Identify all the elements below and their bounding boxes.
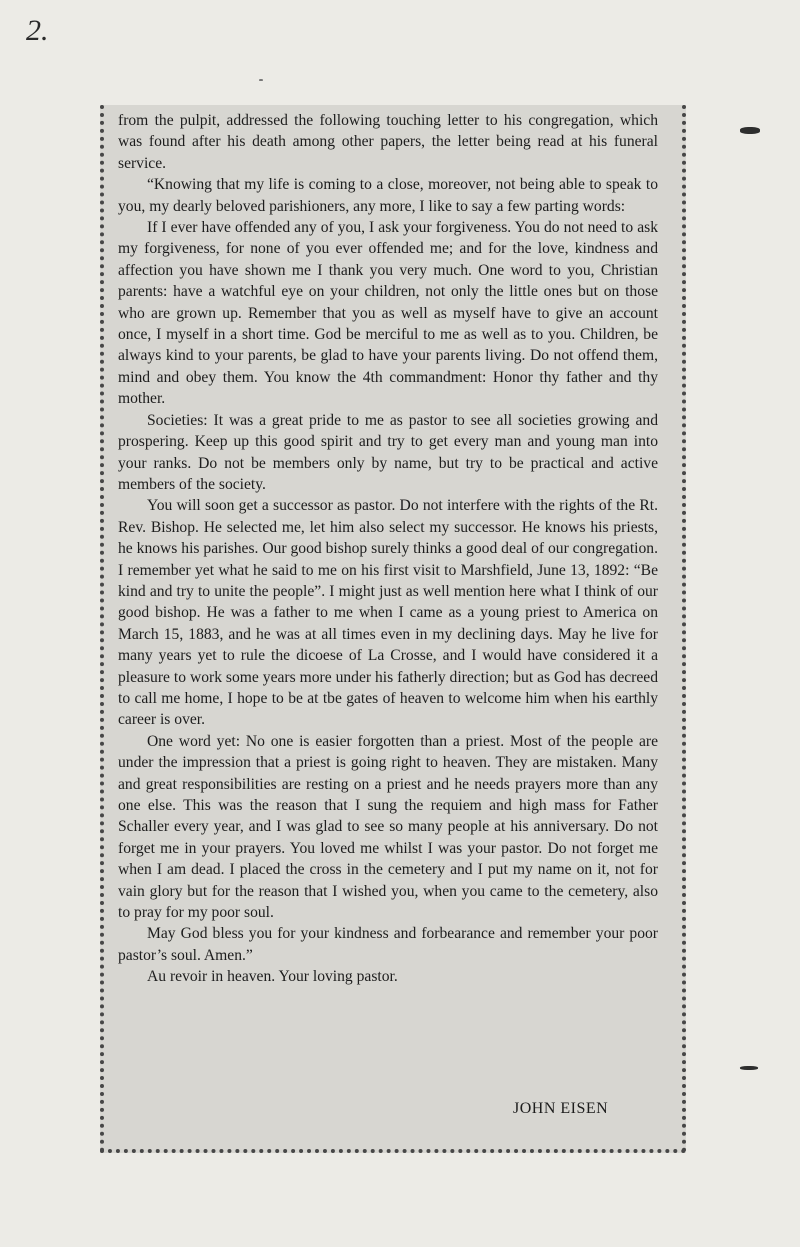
signature: JOHN EISEN [513,1100,609,1117]
letter-paragraph-closing: Au revoir in heaven. Your loving pastor. [147,968,398,986]
letter-paragraph-forgiveness: If I ever have offended any of you, I ask your forgiveness. You do not need to ask my forgiveness, for none of you ever offended me; and for the love, kindness and affection you have shown me I thank you very much. One word to you, Christian parents: have a watchful eye on your children, not only the little ones but on those who are grown up. Remember that you as well as myself have to give an account once, I myself in a short time. God be merciful to me as well as to you. Children, be always kind to your parents, be glad to have your parents living. Do not offend them, mind and obey them. You know the 4th commandment: Honor thy father and thy mother. [118,219,658,408]
letter-paragraph-intro: from the pulpit, addressed the following touching letter to his congregation, which was found after his death among other papers, the letter being read at his funeral service. [118,112,658,172]
letter-paragraph-opening: “Knowing that my life is coming to a close, moreover, not being able to speak to you, my dearly beloved parishioners, any more, I like to say a few parting words: [118,176,658,215]
page-number: 2. [26,14,49,47]
letter-paragraph-successor: You will soon get a successor as pastor. Do not interfere with the rights of the Rt. Rev. Bishop. He selected me, let him also select my successor. He knows his priests, he knows his parishes. Our good bishop surely thinks a good deal of our congregation. I remember yet what he said to me on his first visit to Marshfield, June 13, 1892: “Be kind and try to unite the people”. I might just as well mention here what I think of our good bishop. He was a father to me when I came as a young priest to America on March 15, 1883, and he was at all times even in my declining days. May he live for many years yet to rule the dicoese of La Crosse, and I would have considered it a pleasure to work some years more under his fatherly direction; but as God has decreed to call me home, I hope to be at tbe gates of heaven to welcome him when his earthly career is over. [118,497,658,729]
margin-ink-mark [740,1066,758,1070]
ink-speck [259,79,263,81]
letter-paragraph-prayers: One word yet: No one is easier forgotten than a priest. Most of the people are under the impression that a priest is going right to heaven. They are mistaken. Many and great responsibilities are resting on a priest and he needs prayers more than any one else. This was the reason that I sung the requiem and high mass for Father Schaller every year, and I was glad to see so many people at his anniversary. Do not forget me in your prayers. You loved me whilst I was your pastor. Do not forget me when I am dead. I placed the cross in the cemetery and I put my name on it, not for vain glory but for the reason that I wished you, when you came to the cemetery, also to pray for my poor soul. [118,732,658,922]
margin-ink-mark [740,127,760,134]
letter-body [118,110,658,988]
letter-paragraph-blessing: May God bless you for your kindness and forbearance and remember your poor pastor’s soul. Amen.” [118,925,658,964]
letter-paragraph-societies: Societies: It was a great pride to me as pastor to see all societies growing and prospering. Keep up this good spirit and try to get every man and young man into your ranks. Do not be members only by name, but try to be practical and active members of the society. [118,411,658,493]
